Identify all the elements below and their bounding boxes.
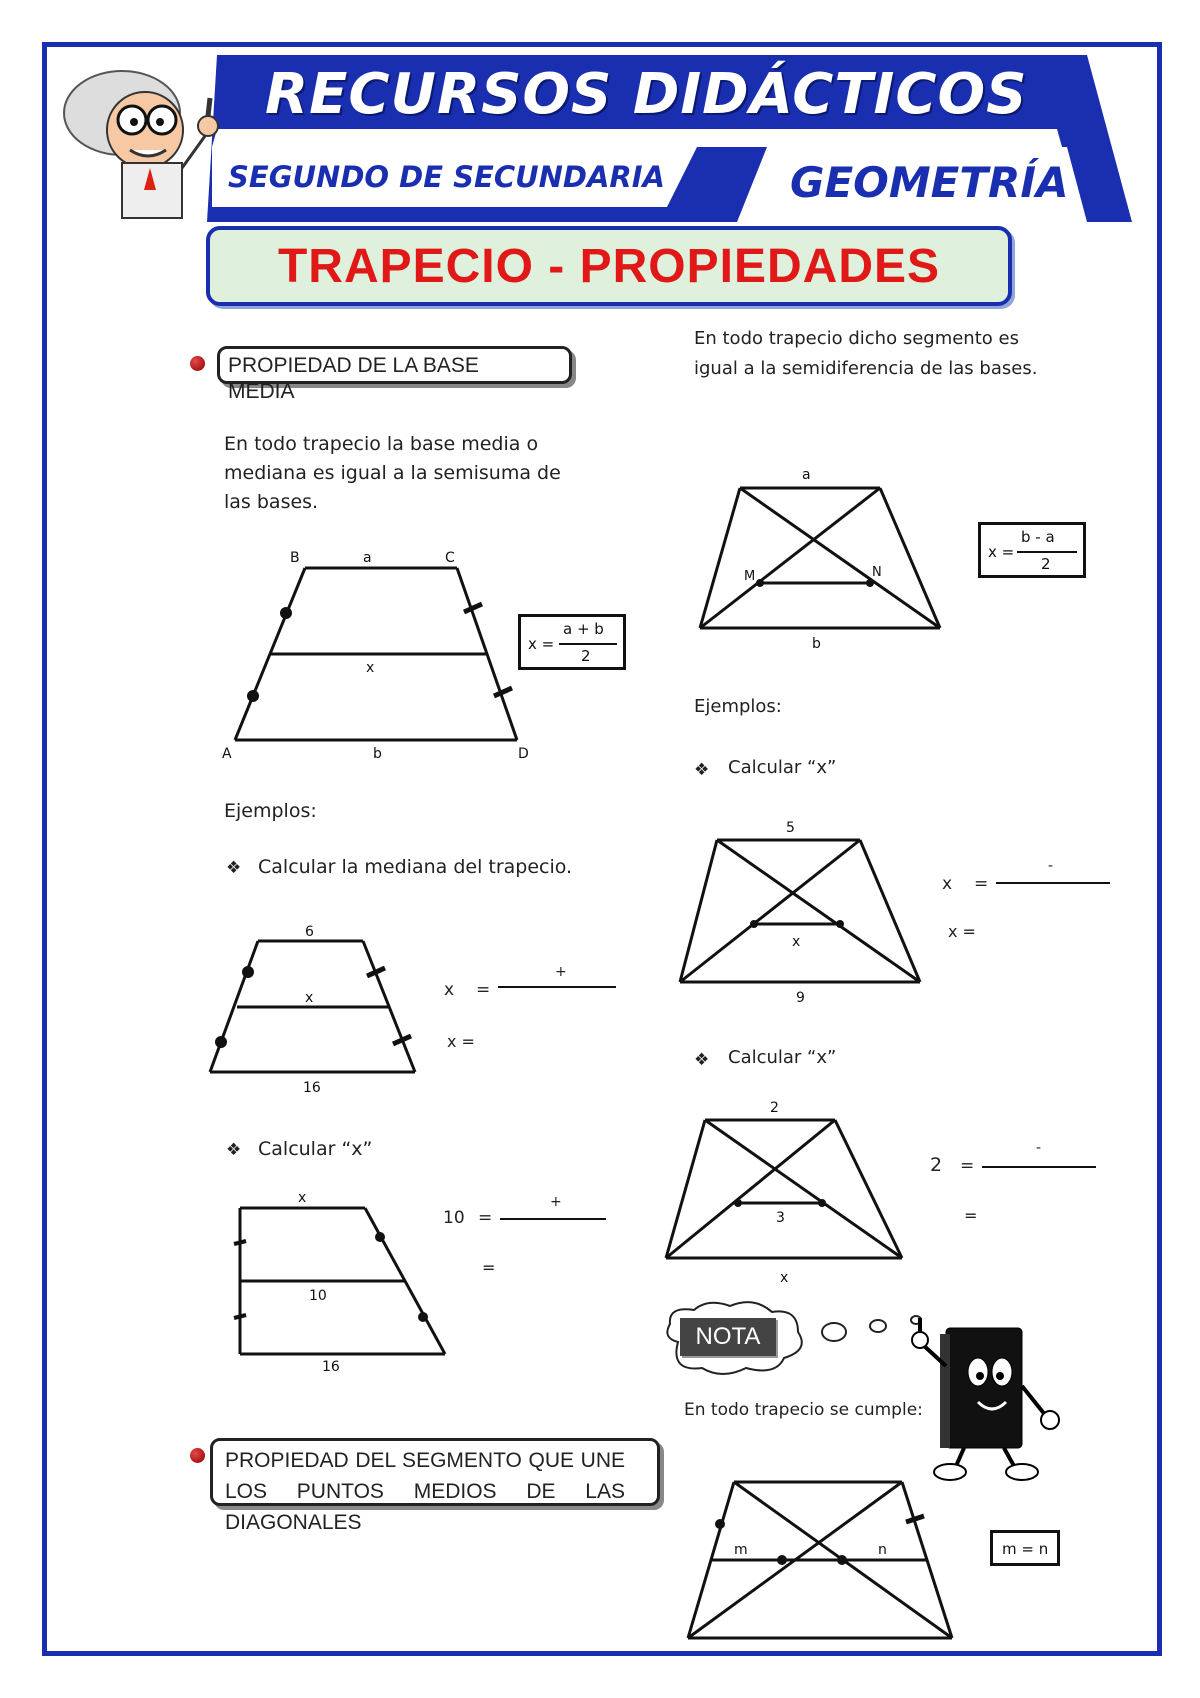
note-m-label: m bbox=[734, 1542, 748, 1558]
s1ex1-eq1-op: + bbox=[555, 964, 567, 980]
s1ex1-eq1-lhs: x bbox=[444, 980, 455, 1000]
s1ex2-eq1-equals: = bbox=[478, 1208, 493, 1228]
section1-ex2-prompt: Calcular “x” bbox=[258, 1138, 373, 1160]
header-main-title: RECURSOS DIDÁCTICOS bbox=[265, 62, 1028, 127]
note-label: NOTA bbox=[680, 1318, 776, 1356]
section2-text: En todo trapecio dicho segmento es igual a la semidiferencia de las bases. bbox=[694, 328, 1038, 379]
section1-heading-box bbox=[217, 346, 572, 403]
note-text: En todo trapecio se cumple: bbox=[684, 1400, 923, 1420]
header-subject: GEOMETRÍA bbox=[790, 158, 1069, 207]
formula-lhs: x = bbox=[988, 543, 1015, 561]
s2ex2-eq2: = bbox=[964, 1206, 978, 1225]
formula-num: b - a bbox=[1021, 528, 1055, 546]
section1-text: En todo trapecio la base media o mediana es igual a la semisuma de las bases. bbox=[224, 433, 561, 513]
figure-note bbox=[682, 1474, 962, 1648]
ex1-bottom-label: 16 bbox=[303, 1080, 321, 1092]
ex1-mid-label: x bbox=[305, 990, 314, 1006]
s2ex1-bottom-label: 9 bbox=[796, 990, 805, 1006]
header-level: SEGUNDO DE SECUNDARIA bbox=[228, 160, 665, 194]
vertex-c-label: C bbox=[445, 550, 455, 566]
s2ex1-eq1-op: - bbox=[1048, 858, 1054, 874]
diamond-bullet-icon: ❖ bbox=[694, 760, 710, 780]
figure-section2-example1 bbox=[672, 816, 932, 1006]
page-title: TRAPECIO - PROPIEDADES bbox=[277, 239, 941, 293]
formula-base-media bbox=[518, 614, 626, 670]
note-formula: m = n bbox=[1002, 1540, 1049, 1558]
section2-heading-box bbox=[210, 1438, 660, 1534]
s1ex2-eq1-op: + bbox=[550, 1194, 562, 1210]
figure-section2-example2 bbox=[660, 1096, 912, 1286]
bullet-icon bbox=[190, 1448, 205, 1463]
section2-ex2-prompt: Calcular “x” bbox=[728, 1047, 837, 1068]
s2ex1-mid-label: x bbox=[792, 934, 801, 950]
point-n-label: N bbox=[872, 565, 882, 580]
vertex-a-label: A bbox=[222, 746, 232, 762]
professor-mascot-image bbox=[60, 58, 240, 228]
section1-examples-label: Ejemplos: bbox=[224, 800, 317, 822]
figure-section1-example2 bbox=[225, 1188, 455, 1378]
note-formula-box bbox=[990, 1530, 1060, 1566]
formula-midpoints bbox=[978, 522, 1086, 578]
s2ex2-mid-label: 3 bbox=[776, 1210, 785, 1226]
top-base-label: a bbox=[802, 467, 811, 483]
section2-heading: PROPIEDAD DEL SEGMENTO QUE UNE LOS PUNTOS MEDIOS DE LAS DIAGONALES bbox=[225, 1449, 625, 1534]
ex2-bottom-label: 16 bbox=[322, 1359, 340, 1375]
figure-section1-example1 bbox=[205, 922, 425, 1092]
bottom-base-label: b bbox=[373, 746, 382, 762]
section1-ex1-prompt: Calcular la mediana del trapecio. bbox=[258, 856, 573, 878]
fraction-bar bbox=[982, 1166, 1096, 1168]
fraction-bar bbox=[498, 986, 616, 988]
diamond-bullet-icon: ❖ bbox=[226, 1140, 242, 1160]
s2ex1-top-label: 5 bbox=[786, 820, 795, 836]
bullet-icon bbox=[190, 356, 205, 371]
s2ex1-eq2: x = bbox=[948, 922, 976, 941]
formula-den: 2 bbox=[581, 647, 591, 665]
bottom-base-label: b bbox=[812, 636, 821, 652]
fraction-bar bbox=[500, 1218, 606, 1220]
diamond-bullet-icon: ❖ bbox=[694, 1050, 710, 1070]
s2ex2-eq1-lhs: 2 bbox=[930, 1154, 943, 1176]
top-base-label: a bbox=[363, 550, 372, 566]
s1ex2-eq2: = bbox=[482, 1258, 496, 1277]
note-n-label: n bbox=[878, 1542, 887, 1558]
diamond-bullet-icon: ❖ bbox=[226, 858, 242, 878]
page-title-box bbox=[206, 226, 1012, 306]
s1ex2-eq1-lhs: 10 bbox=[443, 1208, 465, 1228]
ex2-top-label: x bbox=[298, 1190, 307, 1206]
s2ex2-eq1-equals: = bbox=[960, 1156, 975, 1176]
point-m-label: M bbox=[744, 569, 756, 584]
formula-lhs: x = bbox=[528, 635, 555, 653]
figure-base-media bbox=[220, 548, 540, 768]
figure-midpoints-diagonals bbox=[690, 462, 950, 652]
ex2-mid-label: 10 bbox=[309, 1288, 327, 1304]
s1ex1-eq1-equals: = bbox=[476, 980, 491, 1000]
vertex-b-label: B bbox=[290, 550, 300, 566]
s2ex2-eq1-op: - bbox=[1036, 1140, 1042, 1156]
vertex-d-label: D bbox=[518, 746, 529, 762]
book-mascot-image bbox=[906, 1306, 1066, 1486]
section1-heading: PROPIEDAD DE LA BASE MEDIA bbox=[228, 354, 479, 403]
ex1-top-label: 6 bbox=[305, 924, 314, 940]
fraction-bar bbox=[996, 882, 1110, 884]
s2ex2-bottom-label: x bbox=[780, 1270, 789, 1286]
s1ex1-eq2: x = bbox=[447, 1032, 475, 1051]
s2ex1-eq1-equals: = bbox=[974, 874, 989, 894]
mid-segment-label: x bbox=[366, 660, 375, 676]
s2ex1-eq1-lhs: x bbox=[942, 874, 953, 894]
s2ex2-top-label: 2 bbox=[770, 1100, 779, 1116]
section2-examples-label: Ejemplos: bbox=[694, 696, 782, 717]
formula-den: 2 bbox=[1041, 555, 1051, 573]
formula-num: a + b bbox=[563, 620, 604, 638]
section2-ex1-prompt: Calcular “x” bbox=[728, 757, 837, 778]
